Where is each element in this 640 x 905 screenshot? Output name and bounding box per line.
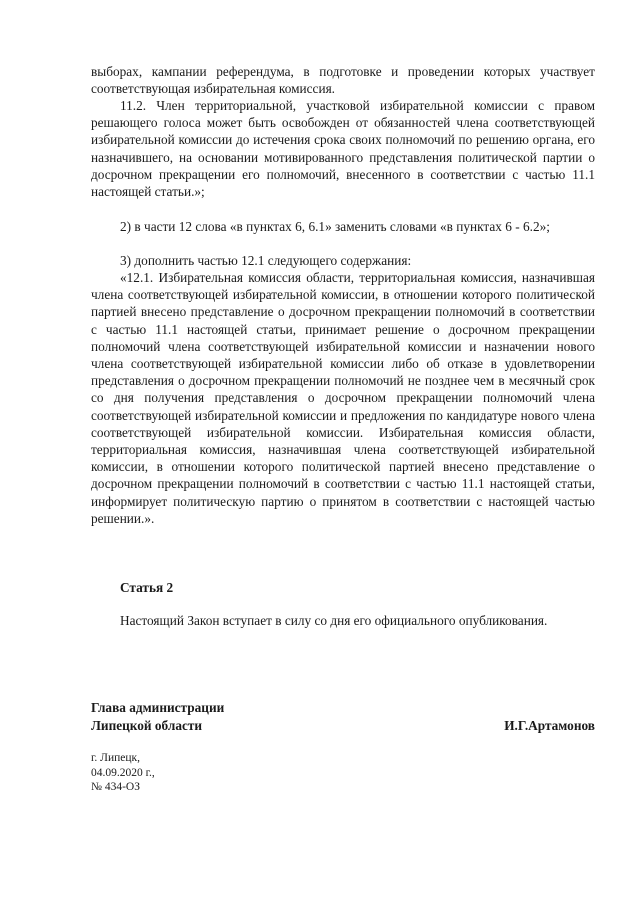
signature-title <box>91 699 224 735</box>
signature-title-line2: Липецкой области <box>91 718 203 733</box>
paragraph-article-2: Настоящий Закон вступает в силу со дня его официального опубликования. <box>120 613 548 628</box>
paragraph-12-1: «12.1. Избирательная комиссия области, территориальная комиссия, назначившая члена соответствующей избирательной комиссии, в отношении которого политической партией внесено представление о досрочном прекращении полномочий в соответствии с частью 11.1 настоящей статьи, принимает решение о досрочном прекращении полномочий члена соответствующей избирательной комиссии и назначении нового члена соответствующей избирательной комиссии либо об отказе в удовлетворении представления о досрочном прекращении полномочий не позднее чем в месячный срок со дня получения представления о досрочном прекращении полномочий члена соответствующей избирательной комиссии и предложения по кандидатуре нового члена соответствующей избирательной комиссии. Избирательная комиссия области, территориальная комиссия, назначившая члена соответствующей избирательной комиссии, в отношении которого политической партией внесено представление о досрочном прекращении полномочий в соответствии с частью 11.1 настоящей статьи, информирует политическую партию о принятом в соответствии с настоящей частью решении.». <box>91 270 595 526</box>
signature-name: И.Г.Артамонов <box>504 718 595 733</box>
footer-number: № 434-ОЗ <box>91 781 140 793</box>
paragraph-item-2: 2) в части 12 слова «в пунктах 6, 6.1» заменить словами «в пунктах 6 - 6.2»; <box>120 219 550 234</box>
footer-date: 04.09.2020 г., <box>91 766 155 779</box>
paragraph-item-3: 3) дополнить частью 12.1 следующего содержания: <box>120 253 412 268</box>
paragraph-11-2: 11.2. Член территориальной, участковой избирательной комиссии с правом решающего голоса может быть освобожден от обязанностей члена соответствующей избирательной комиссии до истечения срока своих полномочий по решению органа, его назначившего, на основании мотивированного представления политической партии о досрочном прекращении его полномочий, внесенного в соответствии с частью 11.1 настоящей статьи.»; <box>91 98 595 200</box>
paragraph-continuation: выборах, кампании референдума, в подготовке и проведении которых участвует соответствующая избирательная комиссия. <box>91 64 595 97</box>
footer-city: г. Липецк, <box>91 752 140 764</box>
signature-title-line1: Глава администрации <box>91 700 225 715</box>
article-heading: Статья 2 <box>120 580 174 595</box>
document-footer <box>91 751 155 795</box>
